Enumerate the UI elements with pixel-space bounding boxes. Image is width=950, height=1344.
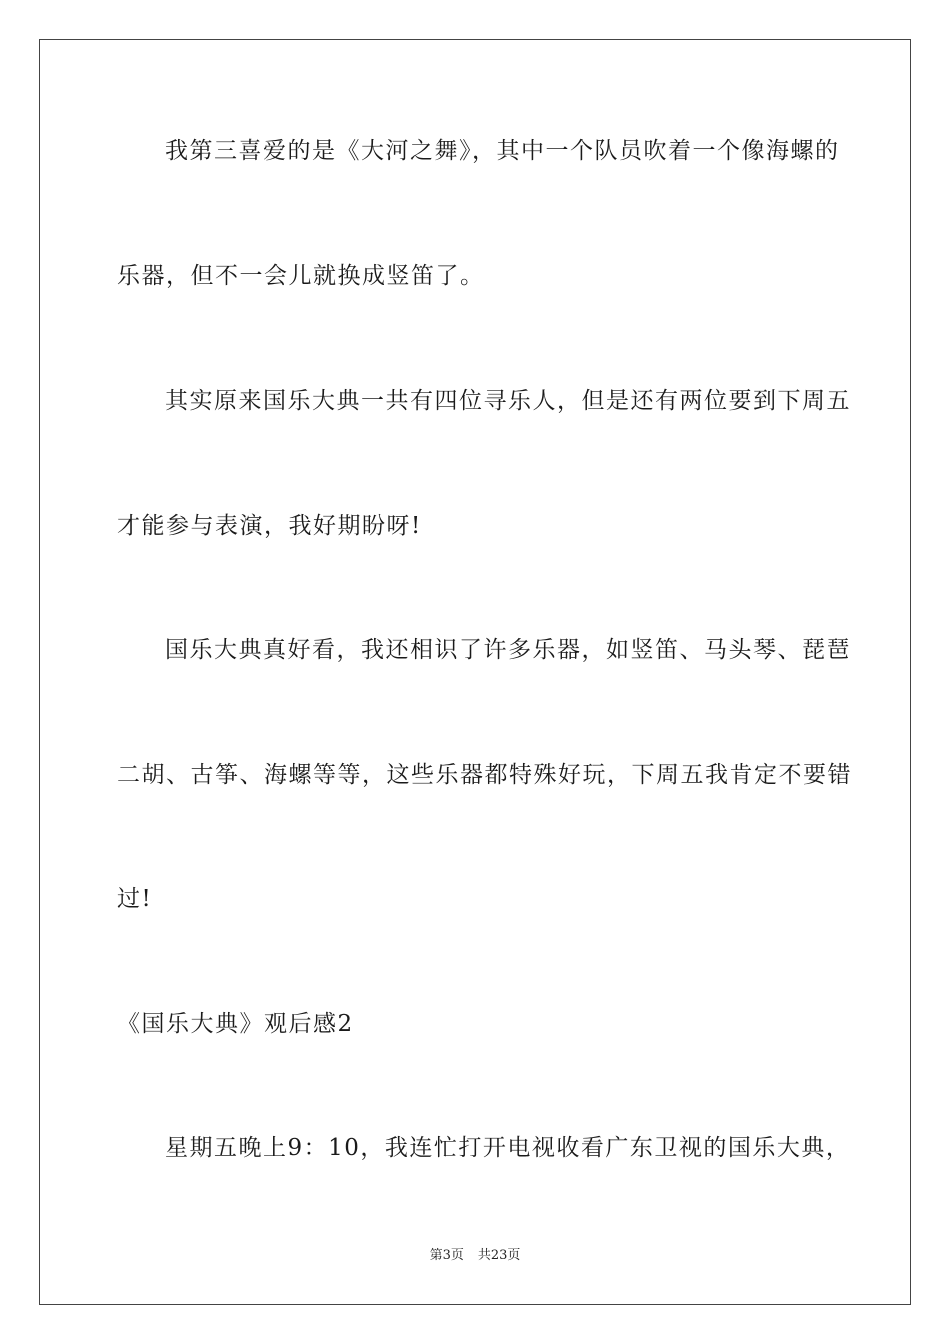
page-footer xyxy=(0,1247,950,1265)
page-border xyxy=(39,39,911,1305)
paragraph-line: 其实原来国乐大典一共有四位寻乐人，但是还有两位要到下周五 xyxy=(165,388,851,414)
paragraph-line: 国乐大典真好看，我还相识了许多乐器，如竖笛、马头琴、琵琶 xyxy=(165,637,851,663)
page-number: 第3页 xyxy=(429,1248,464,1263)
paragraph-line: 过! xyxy=(117,886,153,912)
paragraph-line: 我第三喜爱的是《大河之舞》，其中一个队员吹着一个像海螺的 xyxy=(165,138,840,164)
section-heading: 《国乐大典》观后感2 xyxy=(117,1011,354,1037)
paragraph-line: 乐器，但不一会儿就换成竖笛了。 xyxy=(117,263,485,289)
paragraph-line: 二胡、古筝、海螺等等，这些乐器都特殊好玩，下周五我肯定不要错 xyxy=(117,762,852,788)
page-total: 共23页 xyxy=(477,1248,521,1263)
paragraph-line: 才能参与表演，我好期盼呀! xyxy=(117,513,422,539)
paragraph-line: 星期五晚上9：10，我连忙打开电视收看广东卫视的国乐大典， xyxy=(165,1135,851,1161)
